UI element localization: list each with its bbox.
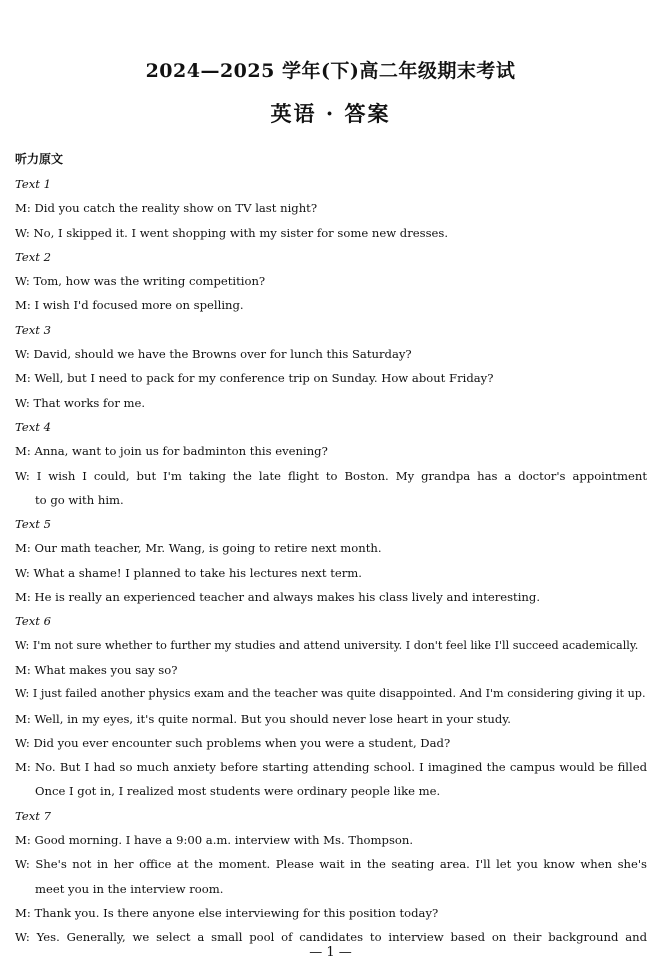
dialogue-line: M: I wish I'd focused more on spelling. <box>15 298 244 313</box>
dialogue-line: W: David, should we have the Browns over for lunch this Saturday? <box>15 347 412 362</box>
text-heading: Text 6 <box>15 614 51 629</box>
page-title: 2024—2025 学年(下)高二年级期末考试 <box>145 60 516 82</box>
dialogue-line: W: Did you ever encounter such problems when you were a student, Dad? <box>15 735 451 750</box>
dialogue-continuation: to go with him. <box>35 492 124 507</box>
dialogue-line: W: She's not in her office at the moment. Please wait in the seating area. I'll let you know when she's <box>15 857 647 872</box>
dialogue-continuation: Once I got in, I realized most students were ordinary people like me. <box>35 784 441 799</box>
transcript-body <box>15 172 647 950</box>
dialogue-line: W: That works for me. <box>15 395 146 410</box>
dialogue-line: M: Did you catch the reality show on TV last night? <box>15 201 318 216</box>
dialogue-line: W: Tom, how was the writing competition? <box>15 274 266 289</box>
dialogue-continuation: meet you in the interview room. <box>35 881 224 896</box>
dialogue-line: M: He is really an experienced teacher and always makes his class lively and interesting. <box>15 590 541 605</box>
dialogue-line: W: I'm not sure whether to further my studies and attend university. I don't feel like I'll succeed academically. <box>15 638 639 652</box>
dialogue-line: W: I just failed another physics exam and the teacher was quite disappointed. And I'm considering giving it up. <box>15 687 646 701</box>
text-heading: Text 5 <box>15 517 51 532</box>
dialogue-line: M: What makes you say so? <box>15 662 178 677</box>
section-label: 听力原文 <box>15 152 64 166</box>
page-number: — 1 — <box>309 945 352 960</box>
dialogue-line: W: Yes. Generally, we select a small pool of candidates to interview based on their background and <box>15 930 647 945</box>
page-subtitle: 英语 · 答案 <box>270 101 391 126</box>
dialogue-line: M: Our math teacher, Mr. Wang, is going to retire next month. <box>15 541 382 556</box>
dialogue-line: M: Good morning. I have a 9:00 a.m. interview with Ms. Thompson. <box>15 833 414 848</box>
text-heading: Text 7 <box>15 808 51 823</box>
dialogue-line: M: Well, in my eyes, it's quite normal. But you should never lose heart in your study. <box>15 711 511 726</box>
dialogue-line: W: What a shame! I planned to take his lectures next term. <box>15 565 362 580</box>
text-heading: Text 1 <box>15 177 51 191</box>
text-heading: Text 2 <box>15 249 51 264</box>
text-heading: Text 3 <box>15 322 51 337</box>
dialogue-line: M: No. But I had so much anxiety before starting attending school. I imagined the campus would be filled <box>15 760 647 775</box>
dialogue-line: M: Thank you. Is there anyone else interviewing for this position today? <box>15 905 439 920</box>
text-heading: Text 4 <box>15 419 51 434</box>
dialogue-line: M: Well, but I need to pack for my conference trip on Sunday. How about Friday? <box>15 371 494 386</box>
dialogue-line: M: Anna, want to join us for badminton this evening? <box>15 444 328 459</box>
dialogue-line: W: No, I skipped it. I went shopping with my sister for some new dresses. <box>15 225 449 240</box>
dialogue-line: W: I wish I could, but I'm taking the late flight to Boston. My grandpa has a doctor's appointment <box>15 468 647 483</box>
